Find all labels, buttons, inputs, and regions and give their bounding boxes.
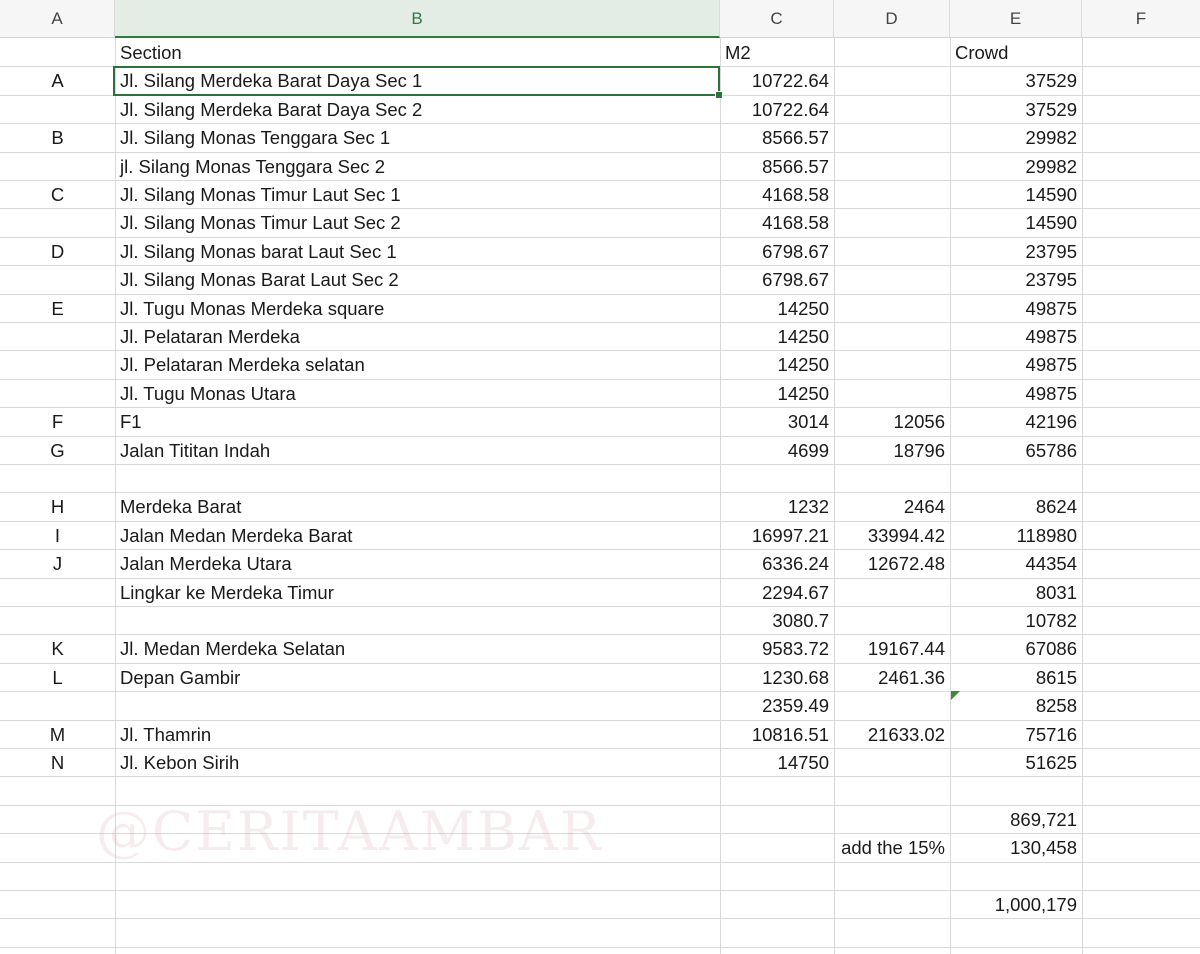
cell-e[interactable]: 1,000,179 bbox=[994, 894, 1077, 915]
cell-c[interactable] bbox=[720, 777, 834, 804]
cell-c[interactable] bbox=[720, 806, 834, 833]
cell-c[interactable] bbox=[720, 834, 834, 861]
cell-d[interactable]: 19167.44 bbox=[867, 638, 945, 660]
table-row bbox=[0, 96, 1200, 124]
table-row bbox=[0, 919, 1200, 947]
cell-b[interactable]: Jalan Medan Merdeka Barat bbox=[120, 524, 353, 546]
cell-e[interactable]: 8615 bbox=[1035, 666, 1077, 688]
cell-d[interactable]: 2461.36 bbox=[878, 666, 945, 688]
cell-d[interactable]: 12056 bbox=[893, 411, 945, 433]
cell-c[interactable]: 6798.67 bbox=[762, 269, 829, 291]
cell-d[interactable] bbox=[834, 919, 950, 946]
table-row bbox=[0, 295, 1200, 323]
table-row bbox=[0, 437, 1200, 465]
cell-e[interactable]: 49875 bbox=[1025, 354, 1077, 376]
watermark: @CERITAAMBAR bbox=[96, 800, 603, 863]
cell-c[interactable] bbox=[720, 891, 834, 918]
table-row bbox=[0, 380, 1200, 408]
cell-e[interactable]: 10782 bbox=[1025, 610, 1077, 631]
cell-d[interactable]: 21633.02 bbox=[867, 723, 945, 745]
cell-b[interactable]: Jalan Tititan Indah bbox=[120, 439, 271, 461]
cell-d[interactable] bbox=[834, 351, 950, 378]
table-row bbox=[0, 863, 1200, 891]
cell-b[interactable] bbox=[115, 834, 720, 861]
cell-e[interactable]: 869,721 bbox=[1010, 808, 1077, 830]
cell-a[interactable]: E bbox=[51, 297, 64, 319]
cell-d[interactable] bbox=[834, 67, 950, 94]
table-row bbox=[0, 493, 1200, 521]
column-header-b[interactable]: B bbox=[115, 0, 720, 38]
cell-a[interactable]: L bbox=[52, 666, 63, 688]
cell-c[interactable]: 1230.68 bbox=[762, 666, 829, 688]
table-row bbox=[0, 238, 1200, 266]
cell-a[interactable] bbox=[0, 153, 115, 180]
cell-c[interactable]: 10722.64 bbox=[751, 70, 829, 92]
cell-a[interactable]: F bbox=[51, 411, 64, 433]
cell-c[interactable]: 8566.57 bbox=[762, 155, 829, 177]
cell-b[interactable]: Jl. Silang Monas barat Laut Sec 1 bbox=[120, 240, 397, 262]
cell-b[interactable]: F1 bbox=[120, 411, 142, 433]
cell-b[interactable] bbox=[115, 607, 720, 634]
cell-d[interactable] bbox=[834, 891, 950, 918]
cell-d[interactable] bbox=[834, 749, 950, 776]
gridline-b bbox=[115, 38, 116, 954]
cell-c[interactable]: 10722.64 bbox=[751, 98, 829, 120]
column-header-e[interactable]: E bbox=[950, 0, 1082, 38]
table-row bbox=[0, 351, 1200, 379]
table-row bbox=[0, 806, 1200, 834]
cell-a[interactable] bbox=[0, 692, 115, 719]
cell-d[interactable] bbox=[834, 124, 950, 151]
cell-d[interactable] bbox=[834, 266, 950, 293]
cell-b[interactable] bbox=[115, 863, 720, 890]
cell-e[interactable]: 75716 bbox=[1025, 723, 1077, 745]
column-header-row bbox=[0, 0, 1200, 38]
cell-a[interactable]: D bbox=[50, 240, 65, 262]
cell-c[interactable]: 14250 bbox=[777, 354, 829, 376]
cell-c[interactable]: M2 bbox=[725, 42, 751, 63]
fill-handle[interactable] bbox=[715, 91, 723, 99]
cell-d[interactable] bbox=[834, 777, 950, 804]
table-row bbox=[0, 834, 1200, 862]
cell-c[interactable]: 4699 bbox=[787, 439, 829, 461]
cell-b[interactable]: Jalan Merdeka Utara bbox=[120, 553, 292, 575]
table-row bbox=[0, 39, 1200, 67]
cell-b[interactable] bbox=[115, 692, 720, 719]
cell-e[interactable]: 14590 bbox=[1025, 184, 1077, 205]
cell-e[interactable]: 8258 bbox=[1035, 695, 1077, 717]
cell-e[interactable]: 8031 bbox=[1035, 581, 1077, 603]
table-row bbox=[0, 323, 1200, 351]
cell-b[interactable]: Jl. Silang Merdeka Barat Daya Sec 1 bbox=[120, 70, 423, 92]
cell-d[interactable] bbox=[834, 863, 950, 890]
gridline-c bbox=[720, 38, 721, 954]
comment-indicator-icon[interactable] bbox=[951, 691, 960, 700]
cell-a[interactable]: H bbox=[50, 496, 65, 518]
table-row bbox=[0, 749, 1200, 777]
cell-a[interactable]: K bbox=[51, 638, 64, 660]
cell-b[interactable]: Depan Gambir bbox=[120, 666, 241, 688]
cell-b[interactable]: jl. Silang Monas Tenggara Sec 2 bbox=[120, 155, 385, 177]
column-header-a[interactable]: A bbox=[0, 0, 115, 38]
cell-d[interactable] bbox=[834, 96, 950, 123]
gridline-f bbox=[1082, 38, 1083, 954]
cell-b[interactable] bbox=[115, 777, 720, 804]
column-header-c[interactable]: C bbox=[720, 0, 834, 38]
cell-a[interactable] bbox=[0, 380, 115, 407]
cell-e[interactable]: 29982 bbox=[1025, 127, 1077, 149]
table-row bbox=[0, 153, 1200, 181]
cell-c[interactable]: 9583.72 bbox=[762, 638, 829, 660]
cell-e[interactable] bbox=[950, 465, 1082, 492]
cell-b[interactable]: Jl. Medan Merdeka Selatan bbox=[120, 638, 346, 660]
cell-e[interactable] bbox=[950, 777, 1082, 804]
cell-d[interactable] bbox=[834, 465, 950, 492]
cell-e[interactable]: 65786 bbox=[1025, 439, 1077, 461]
cell-b[interactable] bbox=[115, 465, 720, 492]
cell-e[interactable]: 37529 bbox=[1025, 98, 1077, 120]
table-row bbox=[0, 692, 1200, 720]
cell-a[interactable] bbox=[0, 465, 115, 492]
cell-a[interactable] bbox=[0, 579, 115, 606]
cell-b[interactable] bbox=[115, 891, 720, 918]
cell-a[interactable] bbox=[0, 806, 115, 833]
cell-e[interactable] bbox=[950, 863, 1082, 890]
table-row bbox=[0, 550, 1200, 578]
cell-a[interactable] bbox=[0, 96, 115, 123]
cell-c[interactable]: 14250 bbox=[777, 382, 829, 404]
cell-e[interactable]: 23795 bbox=[1025, 269, 1077, 291]
cell-b[interactable] bbox=[115, 806, 720, 833]
column-header-d[interactable]: D bbox=[834, 0, 950, 38]
cell-d[interactable]: 33994.42 bbox=[867, 524, 945, 546]
cell-b[interactable]: Jl. Tugu Monas Utara bbox=[120, 382, 296, 404]
cell-b[interactable]: Jl. Pelataran Merdeka bbox=[120, 326, 300, 347]
cell-d[interactable] bbox=[834, 806, 950, 833]
cell-b[interactable]: Jl. Thamrin bbox=[120, 723, 212, 745]
cell-c[interactable] bbox=[720, 919, 834, 946]
table-row bbox=[0, 607, 1200, 635]
cell-c[interactable]: 4168.58 bbox=[762, 184, 829, 205]
cell-b[interactable]: Jl. Silang Merdeka Barat Daya Sec 2 bbox=[120, 98, 423, 120]
cell-b[interactable]: Jl. Silang Monas Tenggara Sec 1 bbox=[120, 127, 391, 149]
cell-a[interactable]: N bbox=[50, 752, 65, 773]
cell-a[interactable]: J bbox=[52, 553, 63, 575]
cell-a[interactable] bbox=[0, 323, 115, 350]
cell-c[interactable]: 14750 bbox=[777, 752, 829, 773]
table-row bbox=[0, 408, 1200, 436]
cell-b[interactable]: Jl. Pelataran Merdeka selatan bbox=[120, 354, 365, 376]
cell-e[interactable]: 49875 bbox=[1025, 297, 1077, 319]
table-row bbox=[0, 209, 1200, 237]
cell-e[interactable]: 67086 bbox=[1025, 638, 1077, 660]
gridline-e bbox=[950, 38, 951, 954]
table-row bbox=[0, 579, 1200, 607]
cell-d[interactable] bbox=[834, 153, 950, 180]
cell-c[interactable]: 2359.49 bbox=[762, 695, 829, 717]
cell-b[interactable] bbox=[115, 919, 720, 946]
table-row bbox=[0, 777, 1200, 805]
cell-b[interactable]: Lingkar ke Merdeka Timur bbox=[120, 581, 334, 603]
cell-d[interactable] bbox=[834, 181, 950, 208]
cell-a[interactable] bbox=[0, 351, 115, 378]
cell-d[interactable] bbox=[834, 295, 950, 322]
cell-e[interactable]: 44354 bbox=[1025, 553, 1077, 575]
cell-d[interactable]: 18796 bbox=[893, 439, 945, 461]
cell-e[interactable]: 49875 bbox=[1025, 382, 1077, 404]
cell-e[interactable]: 130,458 bbox=[1010, 837, 1077, 859]
cell-a[interactable]: G bbox=[50, 439, 65, 461]
cell-b[interactable]: Section bbox=[120, 42, 182, 63]
table-row bbox=[0, 124, 1200, 152]
cell-e[interactable]: 37529 bbox=[1025, 70, 1077, 92]
cell-d[interactable] bbox=[834, 579, 950, 606]
cell-b[interactable]: Jl. Silang Monas Timur Laut Sec 1 bbox=[120, 184, 401, 205]
cell-c[interactable] bbox=[720, 863, 834, 890]
cell-a[interactable] bbox=[0, 209, 115, 236]
cell-a[interactable] bbox=[0, 777, 115, 804]
cell-c[interactable] bbox=[720, 465, 834, 492]
cell-a[interactable] bbox=[0, 891, 115, 918]
table-row bbox=[0, 181, 1200, 209]
cell-c[interactable]: 2294.67 bbox=[762, 581, 829, 603]
cell-b[interactable]: Merdeka Barat bbox=[120, 496, 242, 518]
cell-e[interactable]: 8624 bbox=[1035, 496, 1077, 518]
cell-a[interactable] bbox=[0, 39, 115, 66]
active-cell-outline[interactable] bbox=[113, 66, 720, 96]
cell-e[interactable]: 29982 bbox=[1025, 155, 1077, 177]
cell-c[interactable]: 3014 bbox=[787, 411, 829, 433]
cell-d[interactable] bbox=[834, 380, 950, 407]
cell-c[interactable]: 1232 bbox=[787, 496, 829, 518]
cell-e[interactable]: 23795 bbox=[1025, 240, 1077, 262]
cell-d[interactable] bbox=[834, 692, 950, 719]
cell-c[interactable]: 6336.24 bbox=[762, 553, 829, 575]
cell-b[interactable]: Jl. Tugu Monas Merdeka square bbox=[120, 297, 385, 319]
cell-a[interactable] bbox=[0, 919, 115, 946]
table-row bbox=[0, 664, 1200, 692]
table-row bbox=[0, 522, 1200, 550]
cell-c[interactable]: 10816.51 bbox=[751, 723, 829, 745]
cell-d[interactable] bbox=[834, 39, 950, 66]
cell-c[interactable]: 4168.58 bbox=[762, 212, 829, 234]
table-row bbox=[0, 266, 1200, 294]
cell-a[interactable]: M bbox=[49, 723, 66, 745]
table-row bbox=[0, 465, 1200, 493]
cell-c[interactable]: 3080.7 bbox=[772, 610, 829, 631]
cell-a[interactable] bbox=[0, 607, 115, 634]
cell-a[interactable] bbox=[0, 834, 115, 861]
cell-e[interactable]: 51625 bbox=[1025, 752, 1077, 773]
cell-a[interactable] bbox=[0, 266, 115, 293]
cell-a[interactable]: C bbox=[50, 184, 65, 205]
cell-a[interactable] bbox=[0, 863, 115, 890]
cell-d[interactable] bbox=[834, 607, 950, 634]
cell-d[interactable]: add the 15% bbox=[841, 837, 945, 859]
gridline-d bbox=[834, 38, 835, 954]
cell-d[interactable] bbox=[834, 323, 950, 350]
cell-c[interactable]: 6798.67 bbox=[762, 240, 829, 262]
table-row bbox=[0, 721, 1200, 749]
cell-e[interactable]: 49875 bbox=[1025, 326, 1077, 347]
cell-a[interactable]: B bbox=[51, 127, 64, 149]
column-header-f[interactable]: F bbox=[1135, 9, 1147, 28]
cell-b[interactable]: Jl. Silang Monas Barat Laut Sec 2 bbox=[120, 269, 399, 291]
cell-d[interactable] bbox=[834, 238, 950, 265]
cell-c[interactable]: 14250 bbox=[777, 326, 829, 347]
cell-e[interactable]: 118980 bbox=[1016, 524, 1077, 546]
cell-d[interactable] bbox=[834, 209, 950, 236]
cell-e[interactable] bbox=[950, 919, 1082, 946]
cell-c[interactable]: 16997.21 bbox=[751, 524, 829, 546]
cell-c[interactable]: 14250 bbox=[777, 297, 829, 319]
cell-b[interactable]: Jl. Silang Monas Timur Laut Sec 2 bbox=[120, 212, 401, 234]
cell-b[interactable]: Jl. Kebon Sirih bbox=[120, 752, 240, 773]
table-row bbox=[0, 635, 1200, 663]
cell-c[interactable]: 8566.57 bbox=[762, 127, 829, 149]
cell-e[interactable]: Crowd bbox=[955, 42, 1009, 63]
cell-d[interactable]: 2464 bbox=[903, 496, 945, 518]
cell-e[interactable]: 42196 bbox=[1025, 411, 1077, 433]
cell-e[interactable]: 14590 bbox=[1025, 212, 1077, 234]
cell-a[interactable]: I bbox=[54, 524, 61, 546]
cell-a[interactable]: A bbox=[51, 70, 64, 92]
cell-d[interactable]: 12672.48 bbox=[867, 553, 945, 575]
table-row bbox=[0, 891, 1200, 919]
